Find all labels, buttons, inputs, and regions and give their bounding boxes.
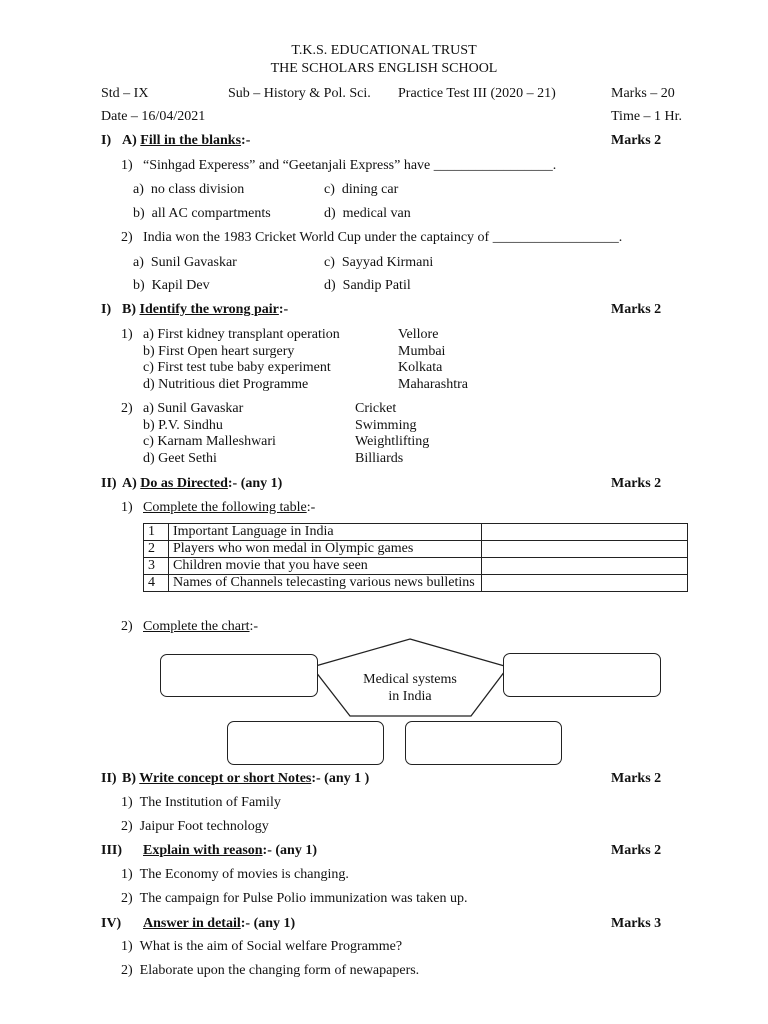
section-1a-title: Fill in the blanks bbox=[140, 133, 242, 148]
chart-box-top-left[interactable] bbox=[160, 654, 318, 697]
option-item: b) all AC compartments bbox=[133, 206, 271, 221]
time-label: Time – 1 Hr. bbox=[611, 109, 683, 124]
pair-item: Swimming bbox=[355, 417, 417, 433]
q1a-2-number: 2) bbox=[121, 230, 133, 245]
table-cell-answer[interactable] bbox=[482, 541, 688, 558]
table-cell-number: 2 bbox=[144, 541, 169, 558]
pair-item: b) P.V. Sindhu bbox=[143, 417, 223, 433]
section-3-number: III) bbox=[101, 843, 123, 858]
q2a-1-number: 1) bbox=[121, 500, 133, 515]
section-4-marks: Marks 3 bbox=[611, 916, 662, 931]
pair-item: Kolkata bbox=[398, 360, 443, 375]
option-item: a) Sunil Gavaskar bbox=[133, 255, 237, 270]
section-2b-title: Write concept or short Notes bbox=[139, 771, 312, 786]
total-marks: Marks – 20 bbox=[611, 86, 675, 101]
chart-box-bottom-left[interactable] bbox=[227, 721, 384, 765]
table-cell-description: Players who won medal in Olympic games bbox=[169, 541, 482, 558]
pair-item: a) Sunil Gavaskar bbox=[143, 401, 244, 416]
table-cell-description: Important Language in India bbox=[169, 524, 482, 541]
section-4-title: Answer in detail bbox=[143, 916, 241, 931]
q2a-1-text: Complete the following table:- bbox=[143, 500, 316, 515]
table-row bbox=[144, 575, 688, 592]
pair-left-list bbox=[143, 401, 276, 467]
option-item: d) medical van bbox=[324, 206, 411, 221]
section-4-number: IV) bbox=[101, 916, 122, 931]
pair-item: Cricket bbox=[355, 401, 397, 416]
table-cell-answer[interactable] bbox=[482, 524, 688, 541]
section-2a-number: II) bbox=[101, 476, 117, 491]
list-item: 2) Jaipur Foot technology bbox=[121, 819, 269, 834]
pair-right-list bbox=[398, 327, 468, 393]
pair-item: Maharashtra bbox=[398, 376, 468, 392]
option-item: c) Sayyad Kirmani bbox=[324, 255, 434, 270]
pair-right-list bbox=[355, 401, 429, 467]
chart-box-top-right[interactable] bbox=[503, 653, 661, 697]
section-3-marks: Marks 2 bbox=[611, 843, 662, 858]
list-item: 1) The Institution of Family bbox=[121, 795, 281, 810]
section-1a-marks: Marks 2 bbox=[611, 133, 662, 148]
chart-box-bottom-right[interactable] bbox=[405, 721, 562, 765]
section-1b-marks: Marks 2 bbox=[611, 302, 662, 317]
pair-item: Billiards bbox=[355, 450, 404, 466]
pair-item: c) First test tube baby experiment bbox=[143, 360, 331, 375]
table-row bbox=[144, 541, 688, 558]
option-item: a) no class division bbox=[133, 182, 245, 197]
table-row bbox=[144, 558, 688, 575]
table-cell-description: Names of Channels telecasting various news bulletins bbox=[169, 575, 482, 592]
table-cell-number: 1 bbox=[144, 524, 169, 541]
list-item: 2) Elaborate upon the changing form of newapapers. bbox=[121, 963, 420, 978]
pair-item: a) First kidney transplant operation bbox=[143, 327, 340, 342]
table-row bbox=[144, 524, 688, 541]
list-item: 1) The Economy of movies is changing. bbox=[121, 867, 349, 882]
complete-table bbox=[143, 523, 688, 592]
section-1b-title: Identify the wrong pair bbox=[139, 302, 279, 317]
date-label: Date – 16/04/2021 bbox=[101, 109, 206, 124]
section-2a-heading: A) Do as Directed:- (any 1) bbox=[122, 476, 283, 491]
section-3-heading: Explain with reason:- (any 1) bbox=[143, 843, 317, 858]
table-cell-answer[interactable] bbox=[482, 575, 688, 592]
q2a-2-text: Complete the chart:- bbox=[143, 619, 259, 634]
q1a-1-text: “Sinhgad Experess” and “Geetanjali Express” have _________________. bbox=[143, 158, 557, 173]
table-cell-number: 4 bbox=[144, 575, 169, 592]
pair-item: c) Karnam Malleshwari bbox=[143, 434, 276, 449]
table-cell-description: Children movie that you have seen bbox=[169, 558, 482, 575]
pair-item: Mumbai bbox=[398, 343, 446, 359]
pair-item: Weightlifting bbox=[355, 434, 430, 449]
section-1b-heading: B) Identify the wrong pair:- bbox=[122, 302, 289, 317]
option-item: d) Sandip Patil bbox=[324, 278, 411, 293]
section-3-title: Explain with reason bbox=[143, 843, 263, 858]
q1a-2-text: India won the 1983 Cricket World Cup under the captaincy of __________________. bbox=[143, 230, 623, 245]
list-item: 2) The campaign for Pulse Polio immunization was taken up. bbox=[121, 891, 468, 906]
section-4-heading: Answer in detail:- (any 1) bbox=[143, 916, 296, 931]
chart-center-label: Medical systems in India bbox=[363, 672, 457, 704]
q1a-1-number: 1) bbox=[121, 158, 133, 173]
section-2b-heading: B) Write concept or short Notes:- (any 1 ) bbox=[122, 771, 370, 786]
table-cell-number: 3 bbox=[144, 558, 169, 575]
section-2a-title: Do as Directed bbox=[140, 476, 228, 491]
pair-item: d) Nutritious diet Programme bbox=[143, 376, 309, 392]
school-name: THE SCHOLARS ENGLISH SCHOOL bbox=[270, 61, 498, 76]
list-item: 1) What is the aim of Social welfare Programme? bbox=[121, 939, 403, 954]
q2a-2-number: 2) bbox=[121, 619, 133, 634]
table-cell-answer[interactable] bbox=[482, 558, 688, 575]
section-2b-number: II) bbox=[101, 771, 117, 786]
test-label: Practice Test III (2020 – 21) bbox=[398, 86, 556, 101]
option-item: b) Kapil Dev bbox=[133, 278, 210, 293]
pair-item: b) First Open heart surgery bbox=[143, 343, 295, 359]
std-label: Std – IX bbox=[101, 86, 149, 101]
q1b-2-number: 2) bbox=[121, 401, 133, 416]
subject-label: Sub – History & Pol. Sci. bbox=[228, 86, 371, 101]
section-2a-marks: Marks 2 bbox=[611, 476, 662, 491]
q1b-1-number: 1) bbox=[121, 327, 133, 342]
section-1b-number: I) bbox=[101, 302, 112, 317]
section-1a-number: I) bbox=[101, 133, 112, 148]
section-1a-heading: A) Fill in the blanks:- bbox=[122, 133, 251, 148]
section-2b-marks: Marks 2 bbox=[611, 771, 662, 786]
trust-name: T.K.S. EDUCATIONAL TRUST bbox=[291, 43, 477, 58]
option-item: c) dining car bbox=[324, 182, 399, 197]
pair-item: Vellore bbox=[398, 327, 439, 342]
pair-left-list bbox=[143, 327, 340, 393]
pair-item: d) Geet Sethi bbox=[143, 450, 217, 466]
